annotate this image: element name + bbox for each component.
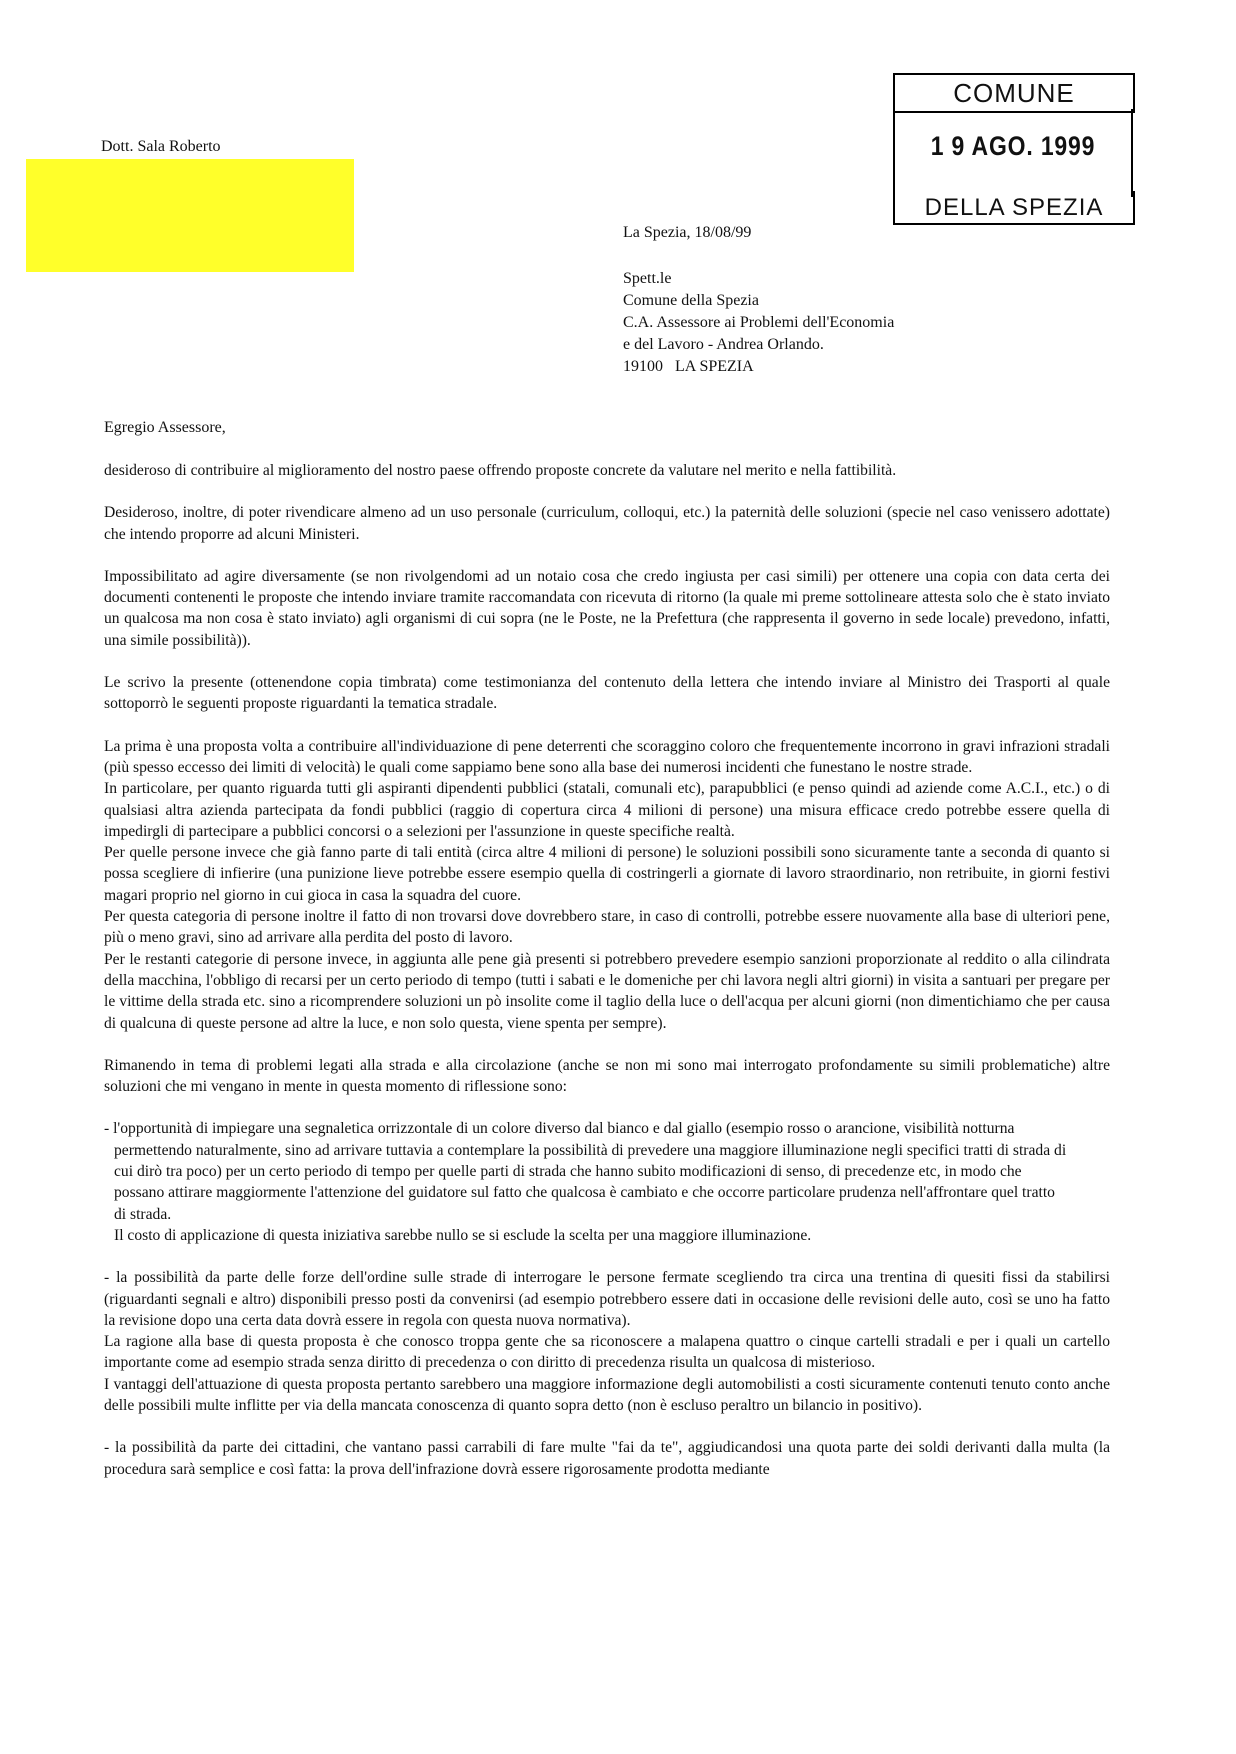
bullet-paragraph: - la possibilità da parte delle forze dell'ordine sulle strade di interrogare le persone fermate scegliendo tra circa una trentina di quesiti fissi da stabilirsi (riguardanti segnali e altro) disponibili presso posti da convenirsi (ad esempio potrebbero essere dati in occasione delle revisioni delle auto, così se uno ha fatto la revisione dopo una certa data dovrà essere in regola con questa nuova normativa). bbox=[104, 1269, 1110, 1329]
stamp-border-left bbox=[893, 109, 895, 197]
paragraph: I vantaggi dell'attuazione di questa proposta pertanto sarebbero una maggiore informazione degli automobilisti a costi sicuramente contenuti tenuto conto anche delle possibili multe inflitte per via della mancata conoscenza di quanto sopra detto (non è escluso peraltro un bilancio in positivo). bbox=[104, 1375, 1110, 1414]
recipient-line: Spett.le bbox=[623, 270, 672, 287]
paragraph: La ragione alla base di questa proposta è che conosco troppa gente che sa riconoscere a malapena quattro o cinque cartelli stradali e per i quali un cartello importante come ad esempio strada senza diritto di precedenza o con diritto di precedenza risulta un qualcosa di misterioso. bbox=[104, 1333, 1110, 1372]
paragraph: desideroso di contribuire al miglioramento del nostro paese offrendo proposte concrete da valutare nel merito e nella fattibilità. bbox=[104, 462, 897, 479]
bullet-paragraph: - la possibilità da parte dei cittadini, che vantano passi carrabili di fare multe "fai da te", aggiudicandosi una quota parte dei soldi derivanti dalla multa (la procedura sarà semplice e così fatta: la prova dell'infrazione dovrà essere rigorosamente prodotta mediante bbox=[104, 1439, 1110, 1478]
paragraph: In particolare, per quanto riguarda tutti gli aspiranti dipendenti pubblici (statali, comunali etc), parapubblici (e penso quindi ad aziende come A.C.I., etc.) o di qualsiasi altra azienda partecipata da fondi pubblici (raggio di copertura circa 4 milioni di persone) una misura efficace credo potrebbe essere quella di impedirgli di partecipare a pubblici concorsi o a selezioni per l'assunzione in queste specifiche realtà. bbox=[104, 780, 1110, 840]
paragraph: Per quelle persone invece che già fanno parte di tali entità (circa altre 4 milioni di persone) le soluzioni possibili sono sicuramente tante a seconda di quanto si possa scegliere di infierire (una punizione lieve potrebbe essere esempio quella di costringerli a giornate di lavoro straordinario, non retribuite, in giorni festivi magari proprio nel giorno in cui gioca in casa la squadra del cuore. bbox=[104, 844, 1110, 904]
reception-stamp bbox=[893, 73, 1133, 225]
paragraph: Per le restanti categorie di persone invece, in aggiunta alle pene già presenti si potrebbero prevedere esempio sanzioni proporzionate al reddito o alla cilindrata della macchina, l'obbligo di recarsi per un certo periodo di tempo (tutti i sabati e le domeniche per chi lavora negli altri giorni) in visita a santuari per pregare per le vittime della strada etc. sino a ricomprendere soluzioni un pò insolite come il taglio della luce o dell'acqua per alcuni giorni (non dimentichiamo che per causa di qualcuna di queste persone ad altre la luce, e non solo questa, viene spenta per sempre). bbox=[104, 950, 1110, 1032]
paragraph: Rimanendo in tema di problemi legati alla strada e alla circolazione (anche se non mi sono mai interrogato profondamente su simili problematiche) altre soluzioni che mi vengano in mente in questa momento di riflessione sono: bbox=[104, 1056, 1110, 1096]
stamp-border-right bbox=[1131, 109, 1133, 197]
recipient-address bbox=[623, 268, 894, 378]
bullet-paragraph: - l'opportunità di impiegare una segnaletica orrizzontale di un colore diverso dal bianco e dal giallo (esempio rosso o arancione, visibilità notturna permettendo naturalmente, sino ad arrivare tuttavia a contemplare la possibilità di prevedere una maggiore illuminazione negli specifici tratti di strada di cui dirò tra poco) per un certo periodo di tempo per quelle parti di strada che hanno subito modificazioni di senso, di precedenze etc, in modo che possano attirare maggiormente l'attenzione del guidatore sul fatto che qualcosa è cambiato e che occorre particolare prudenza nell'affrontare quel tratto di strada. bbox=[104, 1120, 1067, 1223]
paragraph: Desideroso, inoltre, di poter rivendicare almeno ad un uso personale (curriculum, colloqui, etc.) la paternità delle soluzioni (specie nel caso venissero adottate) che intendo proporre ad alcuni Ministeri. bbox=[104, 504, 1110, 543]
recipient-line: Comune della Spezia bbox=[623, 292, 759, 309]
recipient-line: 19100 LA SPEZIA bbox=[623, 358, 754, 375]
paragraph: La prima è una proposta volta a contribuire all'individuazione di pene deterrenti che scoraggino coloro che frequentemente incorrono in gravi infrazioni stradali (più spesso eccesso dei limiti di velocità) le quali come sappiamo bene sono alla base dei numerosi incidenti che funestano le nostre strade. bbox=[104, 737, 1110, 776]
recipient-line: e del Lavoro - Andrea Orlando. bbox=[623, 336, 824, 353]
stamp-date: 1 9 AGO. 1999 bbox=[930, 131, 1096, 161]
letter-body bbox=[104, 460, 1110, 1501]
paragraph: Impossibilitato ad agire diversamente (se non rivolgendomi ad un notaio cosa che credo ingiusta per casi simili) per ottenere una copia con data certa dei documenti contenenti le proposte che intendo inviare tramite raccomandata con ricevuta di ritorno (la quale mi preme sottolineare attesta solo che è stato inviato un qualcosa ma non cosa è stato inviato) agli organismi di cui sopra (ne le Poste, ne la Prefettura (che rappresenta il governo in sede locale) prevedono, infatti, una simile possibilità)). bbox=[104, 567, 1110, 649]
sender-name: Dott. Sala Roberto bbox=[101, 138, 221, 155]
redaction-highlight bbox=[26, 159, 354, 272]
place-date: La Spezia, 18/08/99 bbox=[623, 224, 752, 241]
stamp-top-text: COMUNE bbox=[893, 73, 1135, 113]
paragraph: Le scrivo la presente (ottenendone copia timbrata) come testimonianza del contenuto della lettera che intendo inviare al Ministro dei Trasporti al quale sottoporrò le seguenti proposte riguardanti la tematica stradale. bbox=[104, 674, 1110, 713]
paragraph: Per questa categoria di persone inoltre il fatto di non trovarsi dove dovrebbero stare, in caso di controlli, potrebbe essere nuovamente alla base di ulteriori pene, più o meno gravi, sino ad arrivare alla perdita del posto di lavoro. bbox=[104, 908, 1110, 947]
paragraph: Il costo di applicazione di questa iniziativa sarebbe nullo se si esclude la scelta per una maggiore illuminazione. bbox=[114, 1226, 812, 1244]
recipient-line: C.A. Assessore ai Problemi dell'Economia bbox=[623, 314, 895, 331]
stamp-bottom-text: DELLA SPEZIA bbox=[893, 191, 1135, 225]
salutation: Egregio Assessore, bbox=[104, 419, 226, 436]
